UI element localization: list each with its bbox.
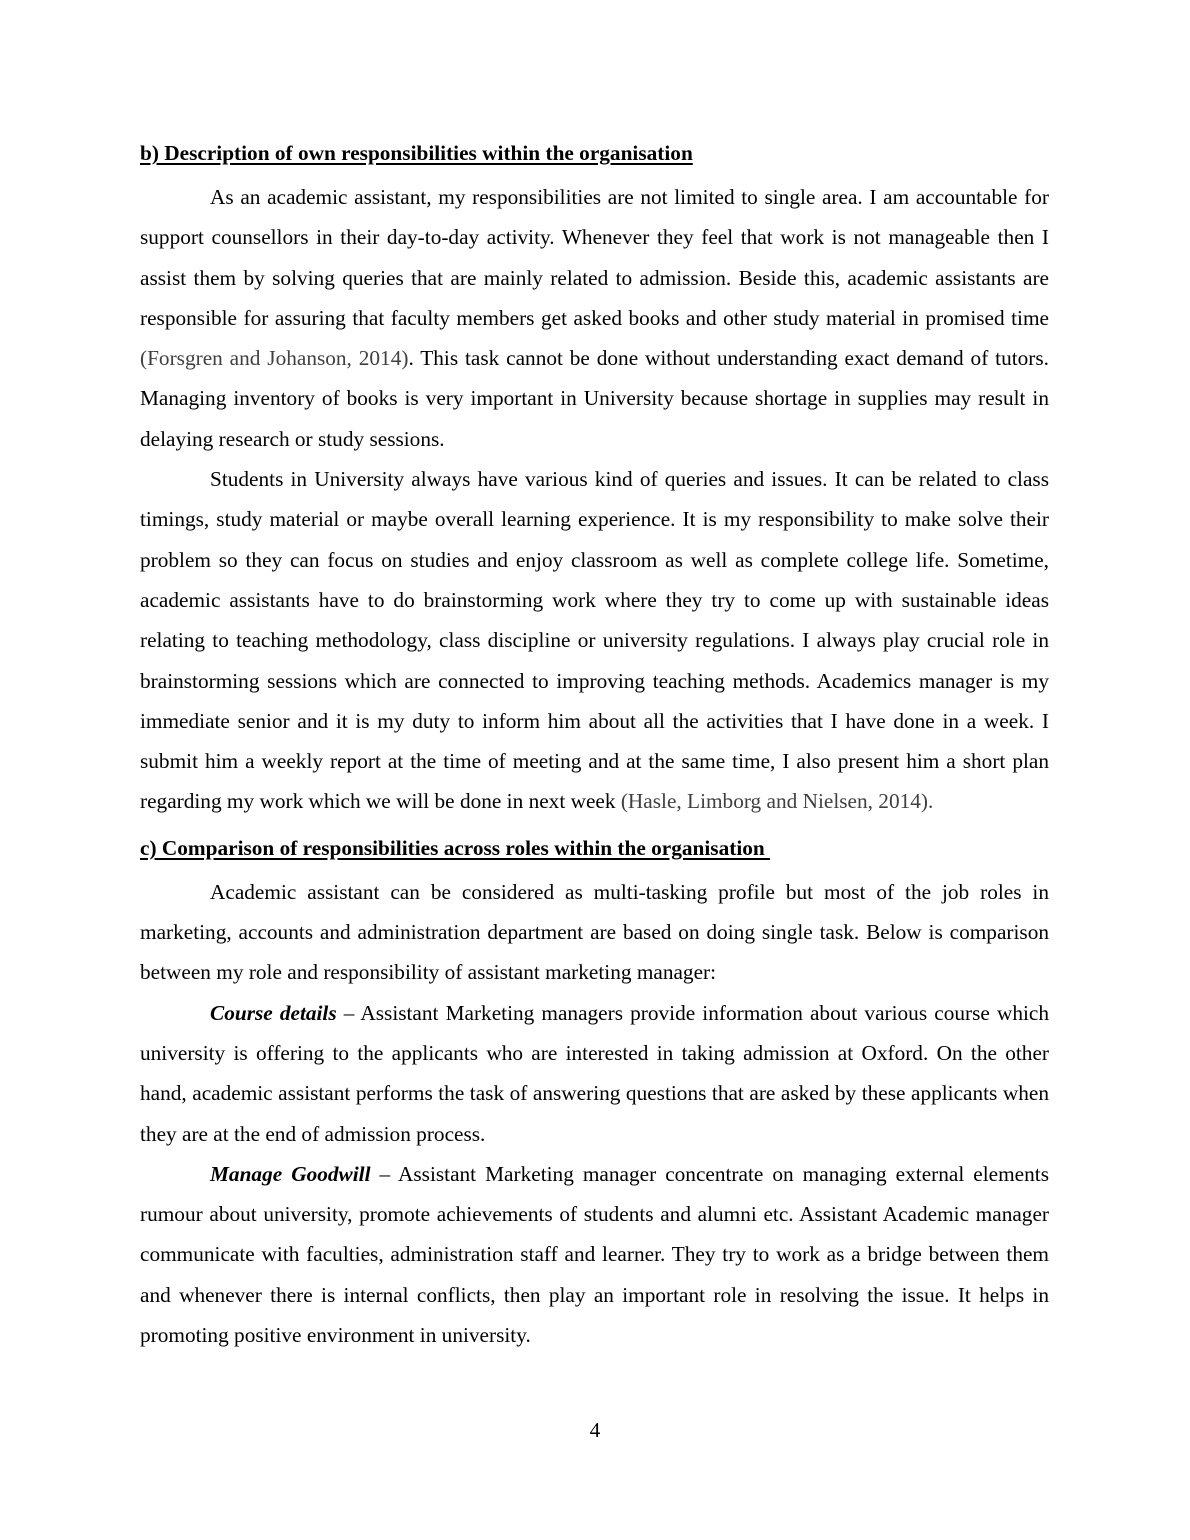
paragraph-text: Academic assistant can be considered as multi-tasking profile but most of the job roles in marketing, accounts and administration department are based on doing single task. Below is comparison between my role and responsibility of assistant marketing manager: xyxy=(140,879,1049,985)
section-b xyxy=(140,137,1049,822)
term-label: Manage Goodwill xyxy=(210,1161,371,1186)
section-heading: c) Comparison of responsibilities across roles within the organisation xyxy=(140,835,771,860)
paragraph xyxy=(140,993,1049,1154)
paragraph xyxy=(140,459,1049,822)
paragraph-text: Students in University always have various kind of queries and issues. It can be related to class timings, study material or maybe overall learning experience. It is my responsibility to make solve their problem so they can focus on studies and enjoy classroom as well as complete college life. Sometime, academic assistants have to do brainstorming work where they try to come up with sustainable ideas relating to teaching methodology, class discipline or university regulations. I always play crucial role in brainstorming sessions which are connected to improving teaching methods. Academics manager is my immediate senior and it is my duty to inform him about all the activities that I have done in a week. I submit him a weekly report at the time of meeting and at the same time, I also present him a short plan regarding my work which we will be done in next week xyxy=(140,467,1049,814)
section-c xyxy=(140,832,1049,1356)
paragraph-text: – Assistant Marketing manager concentrate on managing external elements rumour about university, promote achievements of students and alumni etc. Assistant Academic manager communicate with faculties, administration staff and learner. They try to work as a bridge between them and whenever there is internal conflicts, then play an important role in resolving the issue. It helps in promoting positive environment in university. xyxy=(140,1161,1049,1348)
paragraph-text: As an academic assistant, my responsibilities are not limited to single area. I am accountable for support counsellors in their day-to-day activity. Whenever they feel that work is not manageable then I assist them by solving queries that are mainly related to admission. Beside this, academic assistants are responsible for assuring that faculty members get asked books and other study material in promised time xyxy=(140,185,1049,330)
paragraph xyxy=(140,1154,1049,1355)
paragraph-text: – Assistant Marketing managers provide information about various course which university is offering to the applicants who are interested in taking admission at Oxford. On the other hand, academic assistant performs the task of answering questions that are asked by these applicants when they are at the end of admission process. xyxy=(140,1000,1049,1146)
paragraph xyxy=(140,177,1049,459)
document-page xyxy=(140,137,1049,1355)
section-heading: b) Description of own responsibilities within the organisation xyxy=(140,141,693,165)
citation: (Hasle, Limborg and Nielsen, 2014). xyxy=(620,789,934,814)
page-number: 4 xyxy=(589,1418,601,1442)
citation: (Forsgren and Johanson, 2014) xyxy=(140,346,409,371)
paragraph xyxy=(140,872,1049,993)
paragraph-text: . This task cannot be done without understanding exact demand of tutors. Managing inventory of books is very important in University because shortage in supplies may result in delaying research or study sessions. xyxy=(140,346,1049,451)
term-label: Course details xyxy=(210,1000,337,1025)
